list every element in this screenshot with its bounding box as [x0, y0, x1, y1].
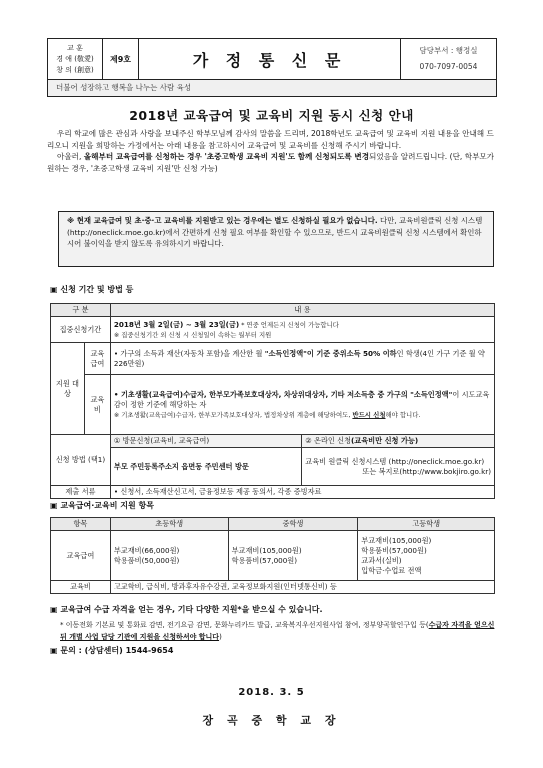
notice-box [58, 211, 494, 267]
school-motto-box [48, 39, 103, 79]
item: 부교재비(105,000원) [231, 545, 302, 555]
section-heading-period: ▣ 신청 기간 및 방법 등 [50, 285, 134, 294]
benefits-note [60, 620, 500, 643]
motto-line: 경 애 (敬愛) [56, 54, 94, 63]
intro-emphasis: 올해부터 교육급여를 신청하는 경우 '초중고학생 교육비 지원'도 함께 신청되도록 변경 [83, 152, 370, 161]
table-header-cell: 항목 [51, 518, 111, 531]
criteria-text: 이 시도교육감이 정한 기준에 해당하는 자 [113, 390, 490, 409]
item: 입학금·수업료 전액 [361, 565, 422, 575]
criteria-text: 인 학생(4인 가구 기준 월 약 226만원) [113, 348, 485, 368]
period-dates: 2018년 3월 2일(금) ~ 3월 23일(금) [113, 320, 240, 329]
issue-number: 제9호 [103, 39, 139, 79]
criteria-emphasis: "소득인정액"이 기준 중위소득 50% 이하 [264, 348, 397, 358]
item: 학용품비(57,000원) [231, 555, 298, 565]
high-items [358, 531, 495, 581]
table-header-cell: 고등학생 [358, 518, 495, 531]
method2-emphasis: (교육비만 신청 가능) [351, 436, 419, 445]
period-sub-note: ※ 집중신청기간 외 신청 시 신청일이 속하는 월부터 지원 [113, 331, 272, 339]
contact-box [401, 39, 496, 79]
target-label: 지원 대상 [51, 343, 85, 435]
intro-text [47, 128, 499, 174]
intro-paragraph: 우리 학교에 많은 관심과 사랑을 보내주신 학부모님께 감사의 말씀을 드리며, 2018학년도 교육급여 및 교육비 지원 내용을 안내해 드리오니 지원을 희망하는 가정에서는 아래 내용을 참고하시어 교육급여 및 교육비를 신청해 주시기 바랍니다. [47, 129, 494, 150]
school-slogan: 더불어 성장하고 행복을 나누는 사람 육성 [47, 80, 497, 97]
note-text: ) [219, 632, 222, 641]
edu-pay-criteria [110, 343, 494, 375]
criteria-note: ※ 기초생활(교육급여)수급자, 한부모가족보호대상자, 법정차상위 계층에 해당하여도, [113, 411, 353, 419]
method2-detail: 교육비 원클릭 신청시스템 (http://oneclick.moe.go.kr) [305, 456, 485, 466]
method2-detail: 또는 복지로(http://www.bokjiro.go.kr) [362, 466, 491, 476]
period-label: 집중신청기간 [51, 317, 111, 343]
criteria-emphasis: • 기초생활(교육급여)수급자, 한부모가족보호대상자, 차상위대상자, 기타 저소득층 중 가구의 [113, 390, 411, 399]
newsletter-title: 가 정 통 신 문 [139, 39, 401, 79]
application-table [50, 303, 495, 499]
method2-title-cell [302, 435, 495, 448]
item: 학용품비(50,000원) [113, 555, 180, 565]
note-emphasis: 수급자 자격을 얻으신 뒤 개별 사업 담당 기관에 지원을 신청하셔야 합니다 [60, 621, 495, 641]
docs-text: • 신청서, 소득재산신고서, 금융정보등 제공 동의서, 각종 증빙자료 [110, 486, 494, 499]
note-text: * 이동전화 기본료 및 통화료 감면, 전기요금 감면, 문화누리카드 발급, 교육복지우선지원사업 참여, 정부양곡할인구입 등( [60, 621, 429, 629]
criteria-note-emphasis: 반드시 신청 [352, 411, 386, 419]
item: 학용품비(57,000원) [361, 545, 427, 555]
method-label: 신청 방법 (택1) [51, 435, 111, 486]
criteria-text: • 가구의 소득과 재산(자동차 포함)을 계산한 월 [113, 348, 265, 358]
department: 담당부서 : 행정실 [419, 46, 478, 55]
middle-items [228, 531, 358, 581]
elementary-items [110, 531, 228, 581]
criteria-note: 해야 합니다. [385, 411, 421, 419]
newsletter-header [47, 38, 497, 80]
phone-number: 070-7097-0054 [419, 62, 478, 71]
table-header-cell: 중학생 [228, 518, 358, 531]
docs-label: 제출 서류 [51, 486, 111, 499]
method1-title: ① 방문신청(교육비, 교육급여) [110, 435, 301, 448]
method1-text [110, 448, 301, 486]
criteria-emphasis: "소득인정액" [410, 390, 453, 399]
support-items-table [50, 517, 495, 594]
item: 교과서(실비) [361, 555, 402, 565]
method2-text [302, 448, 495, 486]
method2-title: ② 온라인 신청 [305, 436, 352, 445]
row-label: 교육비 [51, 581, 111, 594]
table-header-cell: 내 용 [110, 304, 494, 317]
row-label: 교육급여 [51, 531, 111, 581]
section-heading-items: ▣ 교육급여·교육비 지원 항목 [50, 501, 154, 510]
section-heading-benefits: ▣ 교육급여 수급 자격을 얻는 경우, 기타 다양한 지원*을 받으실 수 있습니다. [50, 605, 323, 614]
intro-text-part: 아울러, [57, 152, 84, 161]
item: 부교재비(105,000원) [361, 535, 432, 545]
method1-detail: 부모 주민등록주소지 읍면동 주민센터 방문 [113, 461, 249, 471]
table-header-cell: 초등학생 [110, 518, 228, 531]
period-note: * 연중 언제든지 신청이 가능합니다 [239, 321, 339, 329]
motto-line: 창 의 (創意) [56, 65, 94, 74]
page-title: 2018년 교육급여 및 교육비 지원 동시 신청 안내 [129, 108, 414, 123]
edu-cost-label: 교육비 [84, 375, 110, 435]
item: 부교재비(66,000원) [113, 545, 180, 555]
edu-pay-label: 교육급여 [84, 343, 110, 375]
intro-text-part: 되었음을 알려드립니다. (단, 학부모가 원하는 경우, '초중고학생 교육비 지원'만 신청 가능) [47, 152, 495, 173]
notice-text: 다만, 교육비원클릭 신청 시스템(http://oneclick.moe.go.kr)에서 간편하게 신청 필요 여부를 확인할 수 있으므로, 반드시 교육비원클릭 신청 시스템에서 확인하시어 불이익을 받지 않도록 유의하시기 바랍니다. [67, 216, 483, 248]
edu-cost-items: 고교학비, 급식비, 방과후자유수강권, 교육정보화지원(인터넷통신비) 등 [110, 581, 494, 594]
intro-paragraph [47, 151, 499, 174]
table-header-cell: 구 분 [51, 304, 111, 317]
issue-date: 2018. 3. 5 [238, 687, 305, 698]
edu-cost-criteria [110, 375, 494, 435]
principal-signature: 장 곡 중 학 교 장 [202, 714, 341, 727]
motto-line: 교 훈 [67, 43, 83, 52]
notice-emphasis: ※ 현재 교육급여 및 초·중·고 교육비를 지원받고 있는 경우에는 별도 신청하실 필요가 없습니다. [67, 216, 378, 225]
contact-info: ▣ 문의 : (상담센터) 1544-9654 [50, 646, 174, 655]
period-cell [110, 317, 494, 343]
